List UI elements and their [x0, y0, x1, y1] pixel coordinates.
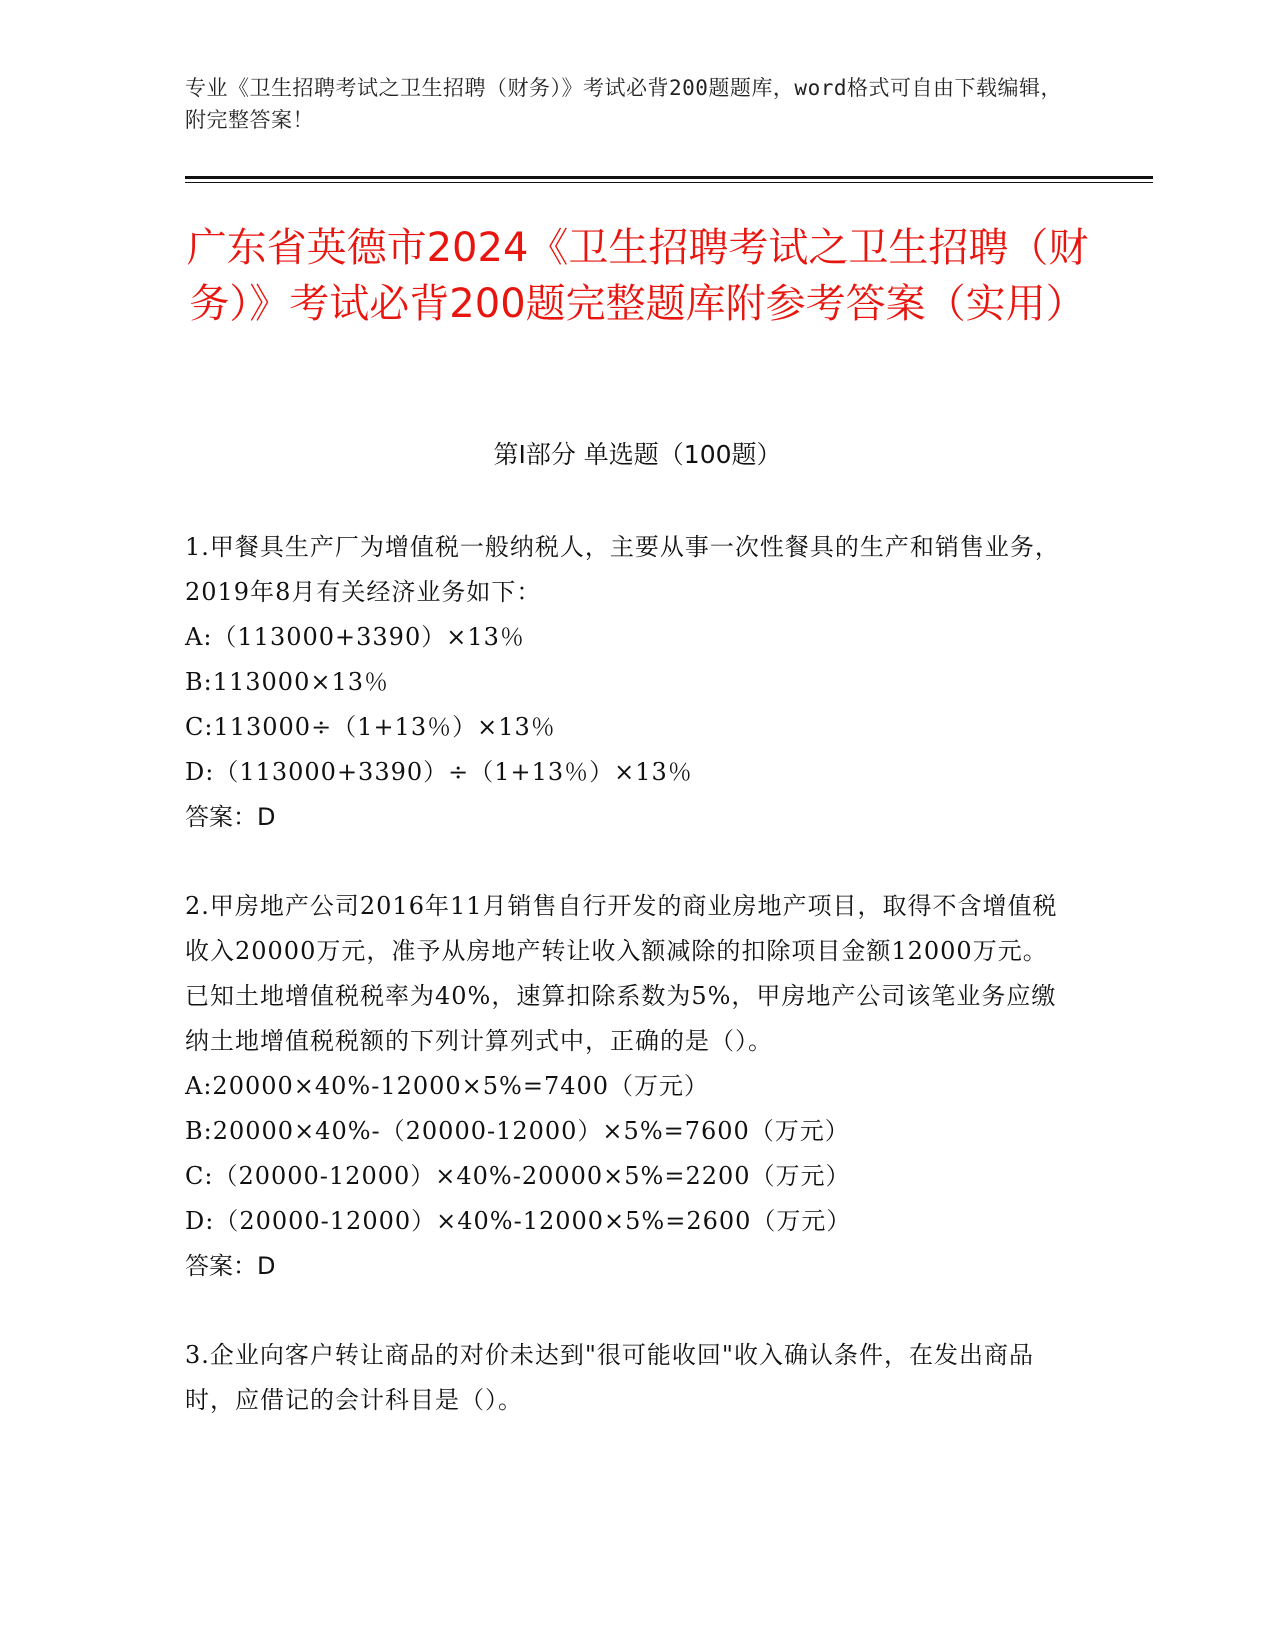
header-divider-thick	[185, 176, 1153, 179]
option-b: B:113000×13％	[185, 668, 389, 696]
header-divider-thin	[185, 182, 1153, 183]
answer: 答案：D	[185, 803, 276, 831]
section-heading: 第Ⅰ部分 单选题（100题）	[493, 440, 782, 469]
option-a: A:（113000+3390）×13％	[185, 623, 525, 651]
option-c: C:（20000-12000）×40%-20000×5%=2200（万元）	[185, 1162, 851, 1190]
option-c: C:113000÷（1+13％）×13％	[185, 713, 556, 741]
question-2	[185, 884, 1065, 1289]
option-d: D:（20000-12000）×40%-12000×5%=2600（万元）	[185, 1207, 852, 1235]
question-3	[185, 1333, 1065, 1423]
question-stem: 3.企业向客户转让商品的对价未达到"很可能收回"收入确认条件，在发出商品时，应借记的会计科目是（）。	[185, 1341, 1034, 1414]
question-stem: 2.甲房地产公司2016年11月销售自行开发的商业房地产项目，取得不含增值税收入20000万元，准予从房地产转让收入额减除的扣除项目金额12000万元。已知土地增值税税率为40%，速算扣除系数为5%，甲房地产公司该笔业务应缴纳土地增值税税额的下列计算列式中，正确的是（）。	[185, 892, 1058, 1055]
option-b: B:20000×40%-（20000-12000）×5%=7600（万元）	[185, 1117, 850, 1145]
option-a: A:20000×40%-12000×5%=7400（万元）	[185, 1072, 710, 1100]
document-title: 广东省英德市2024《卫生招聘考试之卫生招聘（财务）》考试必背200题完整题库附参考答案（实用）	[186, 225, 1089, 327]
option-d: D:（113000+3390）÷（1+13％）×13％	[185, 758, 693, 786]
question-1	[185, 525, 1065, 840]
answer: 答案：D	[185, 1252, 276, 1280]
header-note: 专业《卫生招聘考试之卫生招聘（财务）》考试必背200题题库，word格式可自由下载编辑，附完整答案！	[185, 76, 1062, 132]
question-list	[185, 525, 1065, 1467]
question-stem: 1.甲餐具生产厂为增值税一般纳税人，主要从事一次性餐具的生产和销售业务，2019年8月有关经济业务如下：	[185, 533, 1060, 606]
